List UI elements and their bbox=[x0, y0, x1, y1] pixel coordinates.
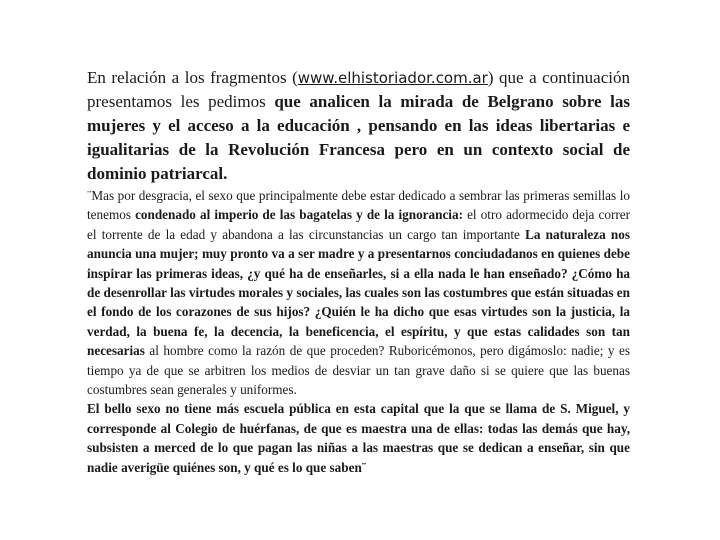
quote-paragraph-2: El bello sexo no tiene más escuela pública en esta capital que la que se llama de S. Miguel, y corresponde al Colegio de huérfanas, de que es maestra una de ellas: todas las demás que hay, subsisten a merced de lo que pagan las niñas a las maestras que se dedican a enseñar, sin que nadie averigüe quiénes son, y qué es lo que saben¨ bbox=[87, 401, 630, 475]
quote-text-3: al hombre como la razón de que proceden? Ruboricémonos, pero digámoslo: nadie; y es tiempo ya de que se arbitren los medios de desviar un tan grave daño si se quiere que las buenas costumbres sean generales y uniformes. bbox=[87, 343, 630, 398]
source-link[interactable]: www.elhistoriador.com.ar bbox=[297, 69, 488, 87]
quote-text-2: el otro adormecido deja correr el torrente de la edad y abandona a las circunstancias un cargo tan importante bbox=[87, 207, 630, 242]
quote-text-1: ¨Mas por desgracia, el sexo que principalmente debe estar dedicado a sembrar las primeras semillas lo tenemos bbox=[87, 188, 630, 223]
belgrano-quote bbox=[87, 186, 630, 477]
quote-bold-1: condenado al imperio de las bagatelas y de la ignorancia: bbox=[135, 207, 463, 223]
quote-paragraph-1 bbox=[87, 186, 630, 399]
quote-bold-2: La naturaleza nos anuncia una mujer; muy pronto va a ser madre y a presentarnos conciudadanos en quienes debe inspirar las primeras ideas, ¿y qué ha de enseñarles, si a ella nada le han enseñado? ¿Cómo ha de desenrollar las virtudes morales y sociales, las cuales son las costumbres que están situadas en el fondo de los corazones de sus hijos? ¿Quién le ha dicho que esas virtudes son la justicia, la verdad, la buena fe, la decencia, la beneficencia, el espíritu, y que estas calidades son tan necesarias bbox=[87, 226, 630, 359]
intro-bold-text: que analicen la mirada de Belgrano sobre las mujeres y el acceso a la educación , pensando en las ideas libertarias e igualitarias de la Revolución Francesa pero en un contexto social de dominio patriarcal. bbox=[87, 92, 631, 183]
intro-paragraph bbox=[87, 66, 630, 186]
intro-text-1: En relación a los fragmentos ( bbox=[87, 68, 298, 87]
intro-text-2: ) que a continuación presentamos les pedimos bbox=[87, 68, 630, 111]
